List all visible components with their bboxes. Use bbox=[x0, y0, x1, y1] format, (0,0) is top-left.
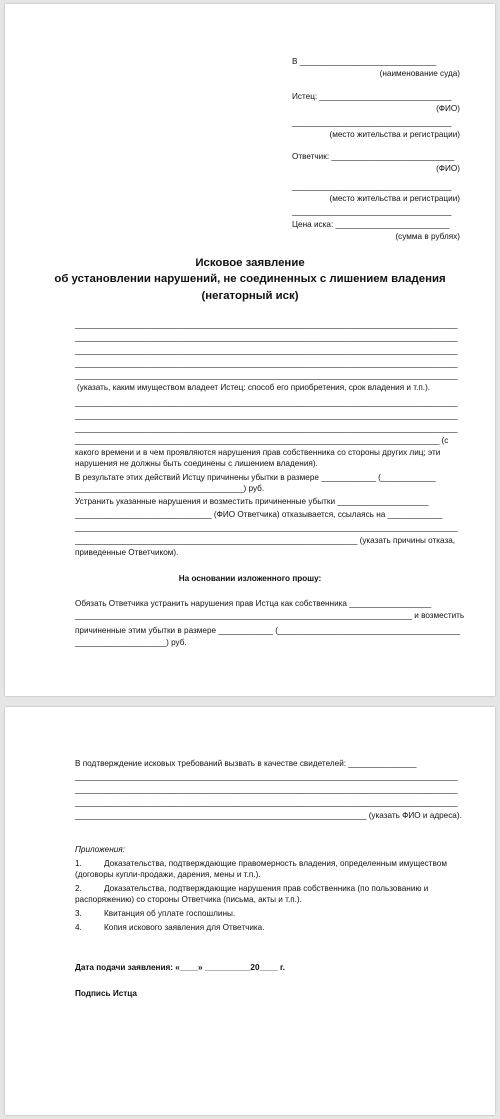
refusal-text: ______________________________ (ФИО Ответчика) отказывается, ссылаясь на ____________ bbox=[75, 510, 443, 519]
request-text: ____________________) руб. bbox=[75, 638, 187, 647]
blank-line: ____________________________________________________________________________________ bbox=[75, 411, 458, 420]
attachment-item: распоряжению) со стороны Ответчика (письма, акты и т.п.). bbox=[75, 895, 302, 904]
filing-date: Дата подачи заявления: «____» __________20____ г. bbox=[75, 963, 285, 972]
attachments-heading: Приложения: bbox=[75, 845, 125, 854]
witness-text: ________________________________________________________________ (указать ФИО и адреса). bbox=[75, 811, 462, 820]
attachment-item: Доказательства, подтверждающие правомерность владения, определенным имуществом bbox=[104, 859, 447, 868]
blank-line: ________________________________________________________________________________ (с bbox=[75, 436, 449, 445]
request-text: причиненные этим убытки в размере ____________ (________________________________________ bbox=[75, 626, 461, 635]
blank-line: ____________________________________________________________________________________ bbox=[75, 785, 458, 794]
defendant-address-line: ___________________________________ bbox=[292, 182, 452, 191]
violation-hint: какого времени и в чем проявляются нарушения прав собственника со стороны других лиц; эти bbox=[75, 448, 441, 457]
price-line: Цена иска: _________________________ bbox=[292, 220, 450, 229]
witness-text: В подтверждение исковых требований вызвать в качестве свидетелей: _______________ bbox=[75, 759, 417, 768]
refusal-text: ______________________________________________________________ (указать причины отказа, bbox=[75, 536, 456, 545]
attachment-number: 2. bbox=[75, 884, 82, 893]
blank-line: ____________________________________________________________________________________ bbox=[75, 371, 458, 380]
violation-hint: нарушения не должны быть соединены с лишением владения). bbox=[75, 459, 318, 468]
attachment-number: 3. bbox=[75, 909, 82, 918]
blank-line: ____________________________________________________________________________________ bbox=[75, 798, 458, 807]
attachment-item: Доказательства, подтверждающие нарушения прав собственника (по пользованию и bbox=[104, 884, 429, 893]
plaintiff-line: Истец: _____________________________ bbox=[292, 92, 452, 101]
document-subtitle-2: (негаторный иск) bbox=[201, 290, 299, 302]
blank-line: ___________________________________ bbox=[292, 207, 452, 216]
document-page-2 bbox=[5, 707, 495, 1115]
document-title: Исковое заявление bbox=[195, 257, 305, 269]
document-page-1 bbox=[5, 4, 495, 696]
court-line: В ______________________________ bbox=[292, 57, 437, 66]
price-caption: (сумма в рублях) bbox=[395, 232, 460, 241]
blank-line: ____________________________________________________________________________________ bbox=[75, 424, 458, 433]
court-caption: (наименование суда) bbox=[379, 69, 460, 78]
blank-line: ____________________________________________________________________________________ bbox=[75, 398, 458, 407]
attachment-item: (договоры купли-продажи, дарения, мены и т.п.). bbox=[75, 870, 261, 879]
refusal-text: Устранить указанные нарушения и возместить причиненные убытки ____________________ bbox=[75, 497, 429, 506]
document-subtitle: об установлении нарушений, не соединенных с лишением владения bbox=[54, 273, 446, 285]
refusal-text: приведенные Ответчиком). bbox=[75, 548, 179, 557]
request-heading: На основании изложенного прошу: bbox=[178, 574, 322, 583]
blank-line: ____________________________________________________________________________________ bbox=[75, 333, 458, 342]
attachment-item: Квитанция об уплате госпошлины. bbox=[104, 909, 236, 918]
plaintiff-signature: Подпись Истца bbox=[75, 989, 137, 998]
attachment-number: 1. bbox=[75, 859, 82, 868]
plaintiff-address-caption: (место жительства и регистрации) bbox=[329, 130, 460, 139]
defendant-fio-caption: (ФИО) bbox=[436, 164, 460, 173]
attachment-item: Копия искового заявления для Ответчика. bbox=[104, 923, 265, 932]
refusal-text: ____________________________________________________________________________________ bbox=[75, 523, 458, 532]
request-text: __________________________________________________________________________ и возместить bbox=[75, 611, 465, 620]
blank-line: ____________________________________________________________________________________ bbox=[75, 346, 458, 355]
blank-line: ____________________________________________________________________________________ bbox=[75, 772, 458, 781]
blank-line: ____________________________________________________________________________________ bbox=[75, 320, 458, 329]
plaintiff-address-line: ___________________________________ bbox=[292, 118, 452, 127]
defendant-line: Ответчик: ___________________________ bbox=[292, 152, 455, 161]
defendant-address-caption: (место жительства и регистрации) bbox=[329, 194, 460, 203]
request-text: Обязать Ответчика устранить нарушения прав Истца как собственника __________________ bbox=[75, 599, 432, 608]
attachment-number: 4. bbox=[75, 923, 82, 932]
owner-hint: (указать, каким имуществом владеет Истец: способ его приобретения, срок владения и т.п.). bbox=[77, 383, 431, 392]
plaintiff-fio-caption: (ФИО) bbox=[436, 104, 460, 113]
losses-text: В результате этих действий Истцу причинены убытки в размере ____________ (____________ bbox=[75, 473, 436, 482]
blank-line: ____________________________________________________________________________________ bbox=[75, 359, 458, 368]
losses-text: _____________________________________) руб. bbox=[75, 484, 265, 493]
